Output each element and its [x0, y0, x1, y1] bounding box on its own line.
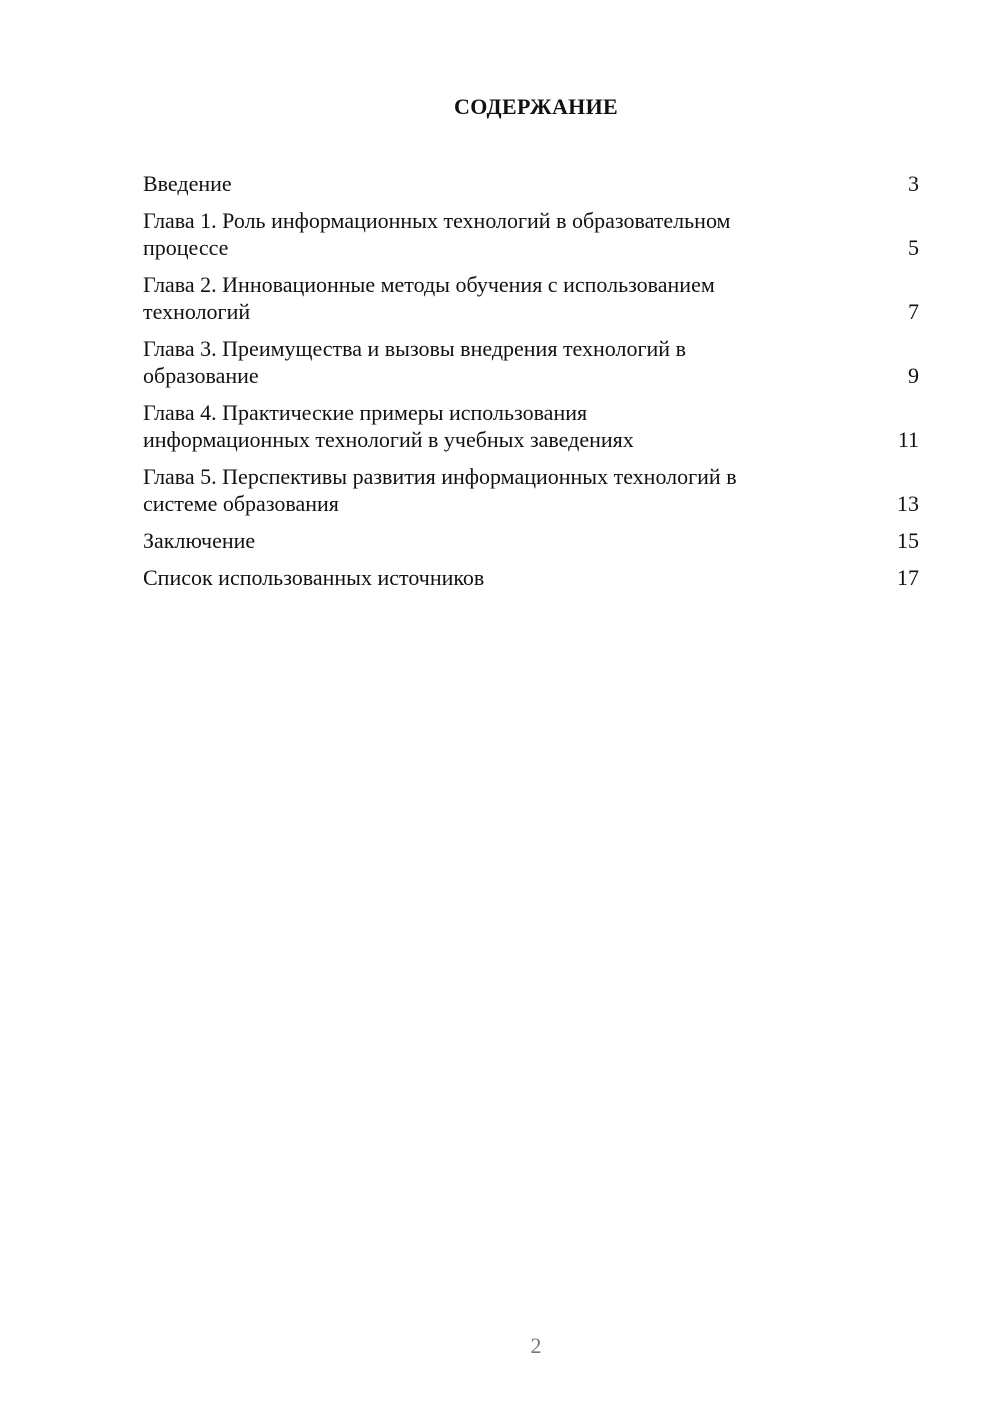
toc-entry-chapter-1 — [143, 207, 919, 261]
toc-entry-page: 17 — [897, 565, 919, 590]
table-of-contents — [143, 170, 919, 601]
toc-entry-chapter-4 — [143, 399, 919, 453]
toc-entry-page: 11 — [897, 427, 919, 452]
toc-entry-title: Глава 2. Инновационные методы обучения с использованием технологий — [143, 272, 715, 324]
toc-entry-title: Глава 5. Перспективы развития информационных технологий в системе образования — [143, 464, 737, 516]
toc-entry-page: 15 — [897, 528, 919, 553]
toc-entry-title: Глава 1. Роль информационных технологий в образовательном процессе — [143, 208, 731, 260]
toc-entry-chapter-2 — [143, 271, 919, 325]
page-title: СОДЕРЖАНИЕ — [454, 94, 618, 119]
toc-entry-title: Глава 4. Практические примеры использования информационных технологий в учебных заведениях — [143, 400, 634, 452]
toc-entry-chapter-3 — [143, 335, 919, 389]
toc-entry-conclusion — [143, 527, 919, 554]
toc-entry-title: Глава 3. Преимущества и вызовы внедрения технологий в образование — [143, 336, 686, 388]
toc-entry-title: Введение — [143, 171, 232, 196]
toc-entry-title: Заключение — [143, 528, 256, 553]
toc-entry-page: 13 — [897, 491, 919, 516]
page-number: 2 — [530, 1333, 542, 1358]
toc-entry-references — [143, 564, 919, 591]
toc-entry-page: 7 — [908, 299, 919, 324]
toc-entry-page: 3 — [908, 171, 919, 196]
toc-entry-chapter-5 — [143, 463, 919, 517]
toc-entry-page: 9 — [908, 363, 919, 388]
toc-entry-introduction — [143, 170, 919, 197]
toc-entry-page: 5 — [908, 235, 919, 260]
toc-entry-title: Список использованных источников — [143, 565, 485, 590]
